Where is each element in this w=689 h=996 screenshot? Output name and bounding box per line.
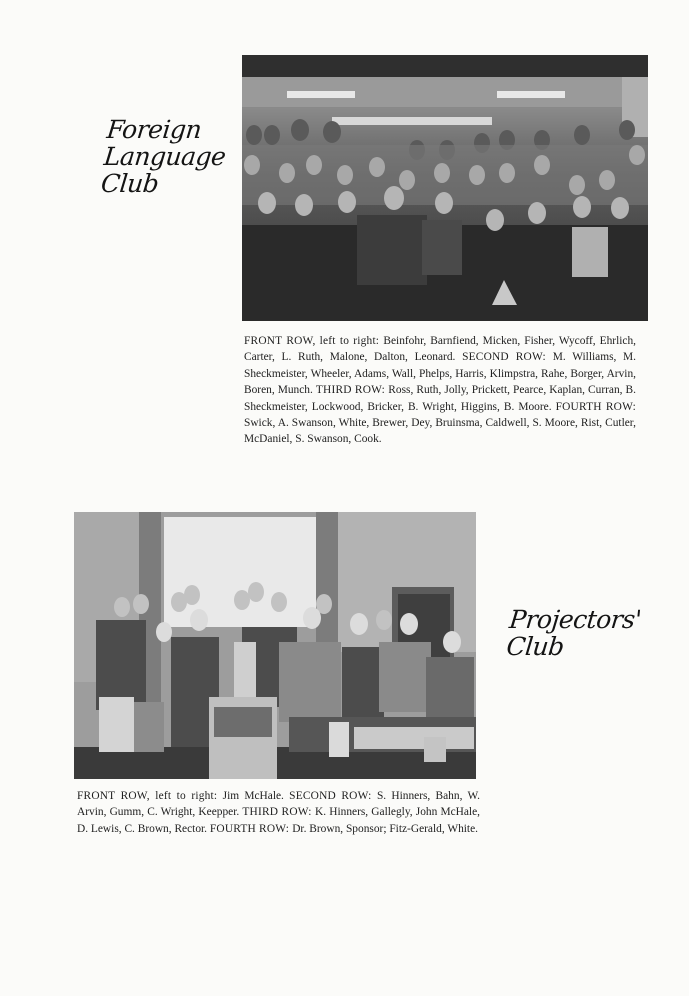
- row-names: Swick, A. Swanson, White, Brewer, Dey, Bruinsma, Caldwell, S. Moore, Rist, Cutler, McDaniel, S. Swanson, Cook.: [244, 417, 636, 446]
- row-names: S. Hinners, Bahn, W. Arvin, Gumm, C. Wright, Keepper.: [77, 790, 481, 819]
- foreign-language-club-photo: [242, 55, 648, 321]
- row-names: Jim McHale.: [222, 790, 290, 802]
- title-line: Projectors': [507, 605, 643, 634]
- title-line: Club: [99, 169, 160, 198]
- title-line: Foreign: [105, 115, 203, 144]
- row-label: SECOND ROW:: [462, 351, 553, 364]
- row-names: M. Williams, M. Sheckmeister, Wheeler, Adams, Wall, Phelps, Harris, Klimpstra, Rahe, Borger, Arvin, Boren, Munch.: [244, 351, 637, 397]
- row-names: Beinfohr, Barnfiend, Micken, Fisher, Wycoff, Ehrlich, Carter, L. Ruth, Malone, Dalton, Leonard.: [244, 335, 637, 364]
- row-label: FRONT ROW, left to right:: [244, 335, 384, 347]
- group-photo-image: [74, 512, 476, 779]
- projectors-club-caption: [77, 788, 480, 837]
- row-names: Ross, Ruth, Jolly, Prickett, Pearce, Kaplan, Curran, B. Sheckmeister, Lockwood, Bricker, B. Wright, Higgins, B. Moore.: [244, 384, 636, 413]
- row-label: THIRD ROW:: [315, 384, 389, 397]
- row-label: FOURTH ROW:: [555, 400, 637, 413]
- group-photo-image: [242, 55, 648, 321]
- row-label: FOURTH ROW:: [209, 822, 293, 835]
- row-label: SECOND ROW:: [289, 790, 377, 802]
- row-label: FRONT ROW, left to right:: [77, 790, 223, 802]
- row-label: THIRD ROW:: [242, 806, 316, 819]
- projectors-club-photo: [74, 512, 476, 779]
- title-line: Language: [102, 142, 227, 171]
- row-names: K. Hinners, Gallegly, John McHale, D. Lewis, C. Brown, Rector.: [77, 806, 480, 835]
- foreign-language-club-caption: [244, 333, 636, 448]
- foreign-language-club-title: [100, 116, 230, 197]
- row-names: Dr. Brown, Sponsor; Fitz-Gerald, White.: [292, 822, 479, 835]
- title-line: Club: [505, 632, 566, 661]
- projectors-club-title: [505, 606, 642, 660]
